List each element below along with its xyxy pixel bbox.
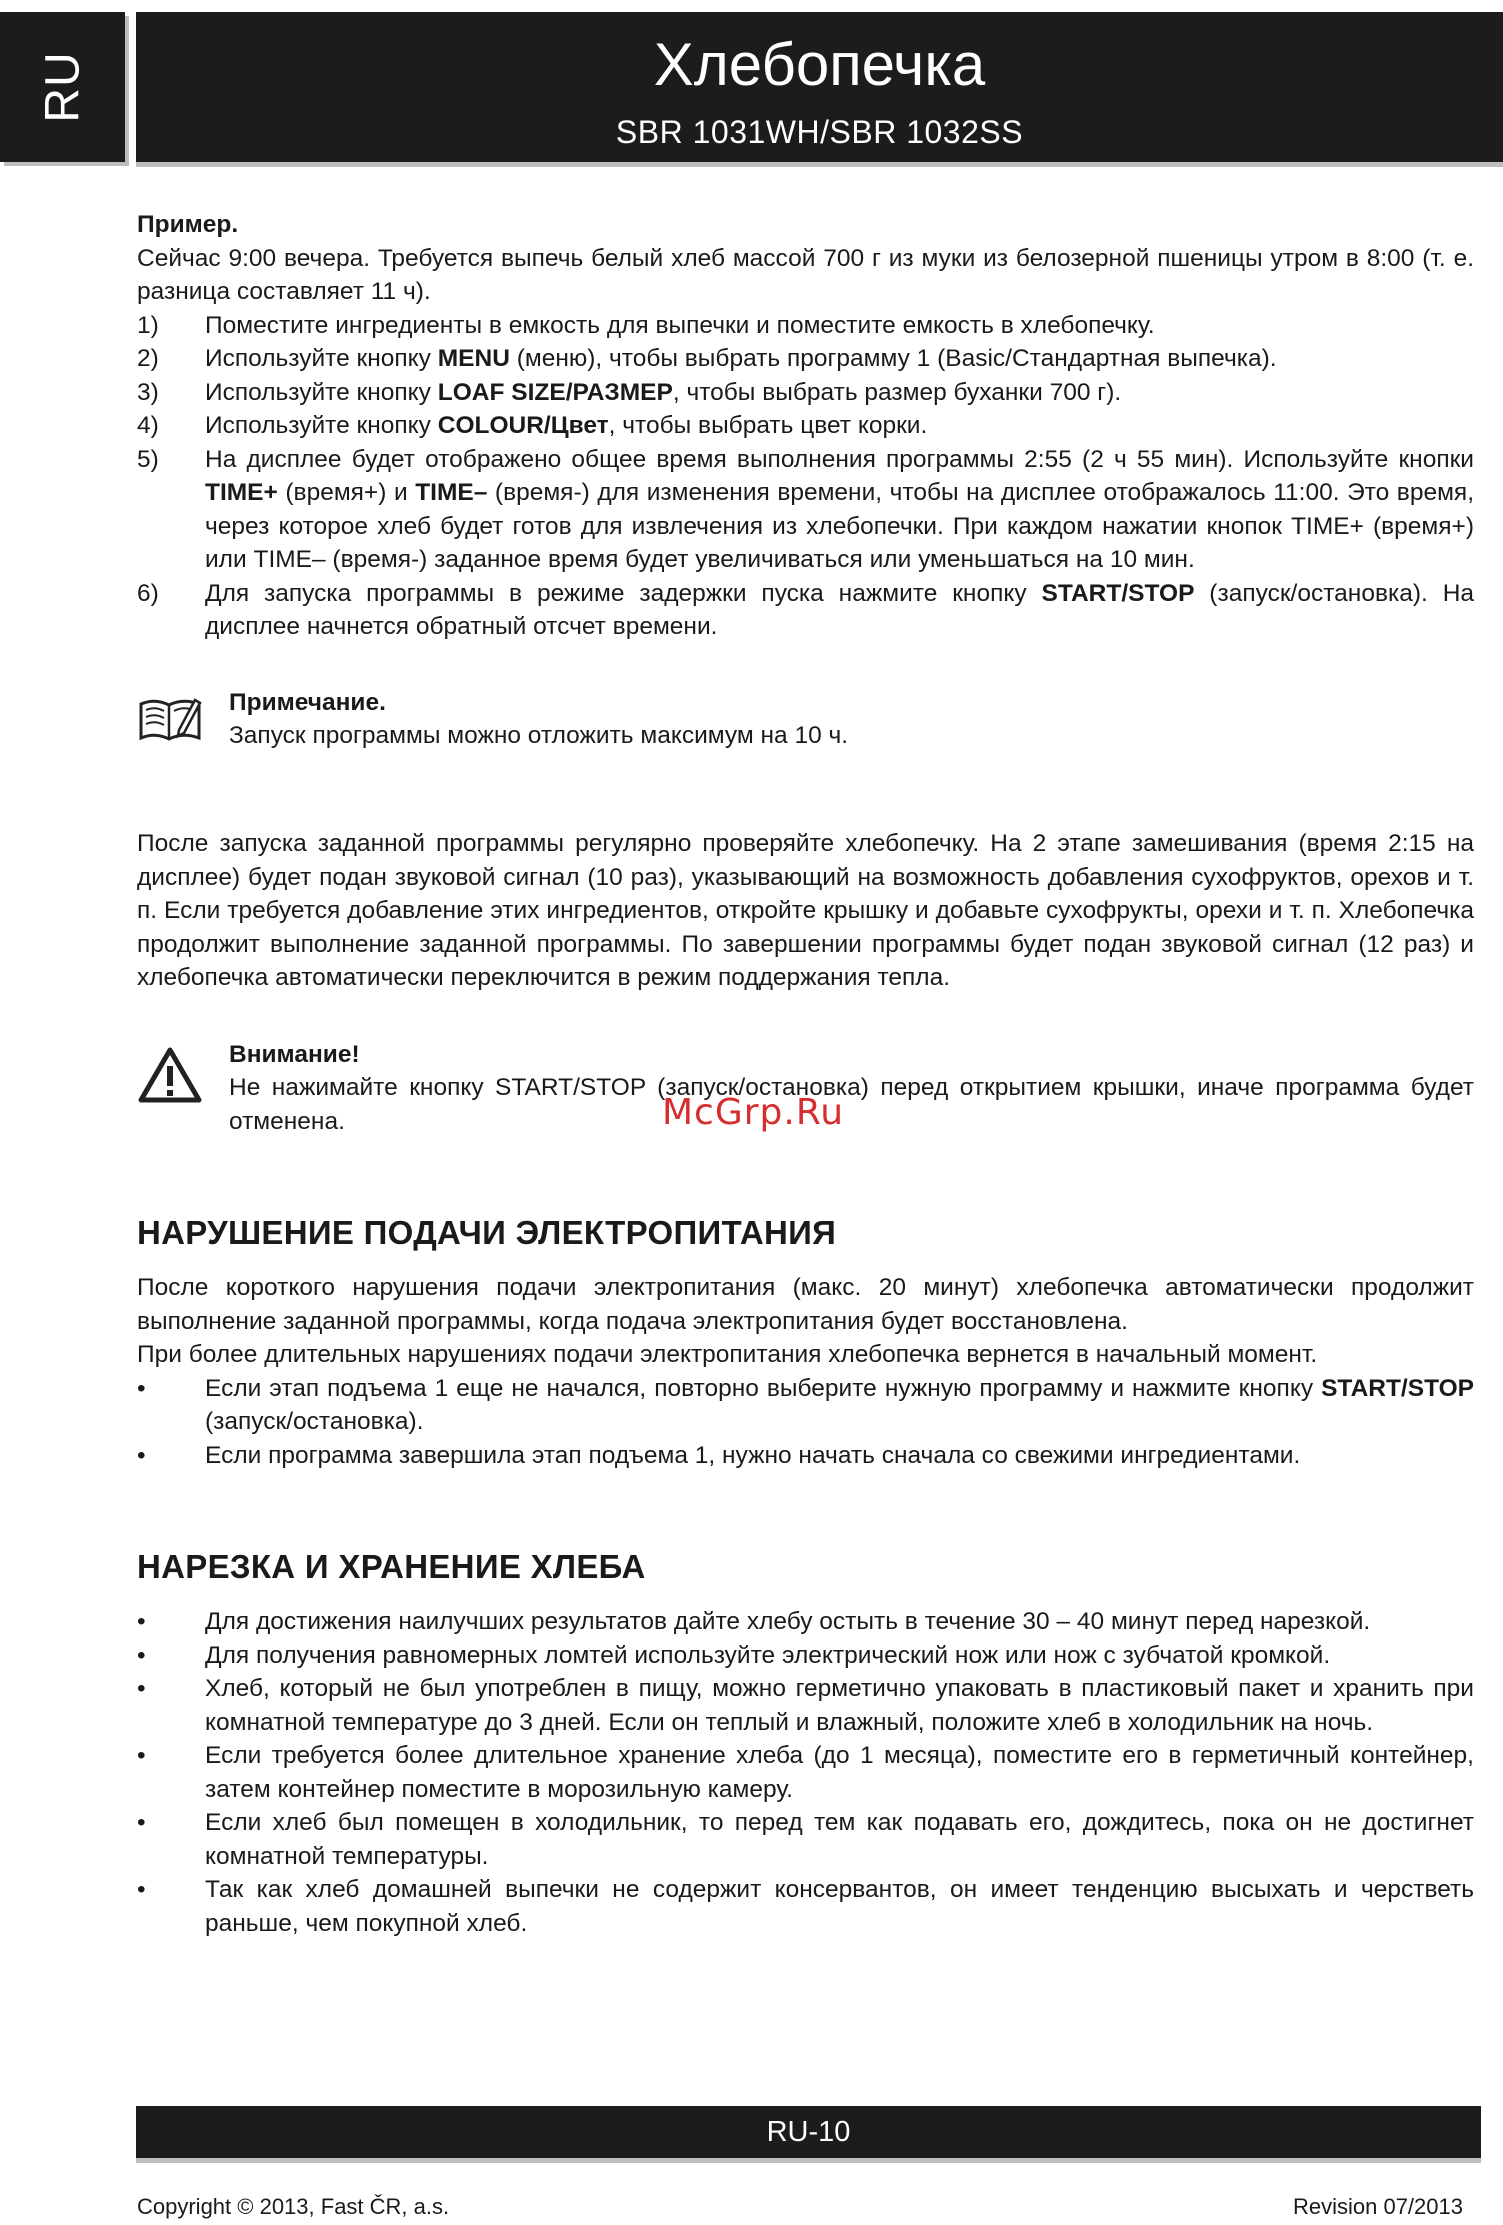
power-section-title: НАРУШЕНИЕ ПОДАЧИ ЭЛЕКТРОПИТАНИЯ — [137, 1214, 837, 1251]
step-item: 3) Используйте кнопку LOAF SIZE/РАЗМЕР, чтобы выбрать размер буханки 700 г). — [137, 378, 1122, 406]
note-text: Запуск программы можно отложить максимум на 10 ч. — [229, 722, 849, 749]
step-item: 5) На дисплее будет отображено общее время выполнения программы 2:55 (2 ч 55 мин). Используйте кнопки TIME+ (время+) и TIME– (время-) для изменения времени, чтобы на дисплее отображалось 11:00. Это время, через которое хлеб будет готов для извлечения из хлебопечки. При каждом нажатии кнопок TIME+ (время+) или TIME– (время-) заданное время будет увеличиваться или уменьшаться на 10 мин. — [137, 445, 1474, 573]
power-paragraph-2: При более длительных нарушениях подачи электропитания хлебопечка вернется в начальный момент. — [137, 1341, 1318, 1368]
list-item: • Так как хлеб домашней выпечки не содержит консервантов, он имеет тенденцию высыхать и черстветь раньше, чем покупной хлеб. — [137, 1876, 1474, 1937]
example-heading: Пример. — [137, 211, 239, 238]
revision: Revision 07/2013 — [1292, 2194, 1463, 2219]
list-item: • Если хлеб был помещен в холодильник, то перед тем как подавать его, дождитесь, пока он не достигнет комнатной температуры. — [137, 1809, 1474, 1870]
step-item: 1) Поместите ингредиенты в емкость для выпечки и поместите емкость в хлебопечку. — [137, 311, 1155, 339]
copyright: Copyright © 2013, Fast ČR, a.s. — [137, 2194, 450, 2219]
page-number-bar — [136, 2106, 1481, 2158]
example-intro: Сейчас 9:00 вечера. Требуется выпечь белый хлеб массой 700 г из муки из белозерной пшеницы утром в 8:00 (т. е. разница составляет 11 ч). — [137, 244, 1474, 305]
title-bar — [136, 12, 1503, 162]
watermark: McGrp.Ru — [662, 1092, 845, 1133]
storage-section-title: НАРЕЗКА И ХРАНЕНИЕ ХЛЕБА — [137, 1548, 646, 1585]
main-content — [137, 208, 1474, 1940]
language-tab — [0, 12, 125, 162]
language-label: RU — [36, 51, 89, 123]
page-number: RU-10 — [766, 2116, 851, 2148]
note-heading: Примечание. — [229, 688, 386, 716]
after-start-paragraph: После запуска заданной программы регулярно проверяйте хлебопечку. На 2 этапе замешивания (время 2:15 на дисплее) будет подан звуковой сигнал (10 раз), указывающий на возможность добавления сухофруктов, орехов и т. п. Если требуется добавление этих ингредиентов, откройте крышку и добавьте сухофрукты, орехи и т. п. Хлебопечка продолжит выполнение заданной программы. По завершении программы будет подан звуковой сигнал (12 раз) и хлебопечка автоматически переключится в режим поддержания тепла. — [137, 830, 1474, 991]
power-paragraph-1: После короткого нарушения подачи электропитания (макс. 20 минут) хлебопечка автоматически продолжит выполнение заданной программы, когда подача электропитания будет восстановлена. — [137, 1274, 1474, 1335]
list-item: • Если этап подъема 1 еще не начался, повторно выберите нужную программу и нажмите кнопку START/STOP (запуск/остановка). — [137, 1374, 1474, 1435]
warning-text: Не нажимайте кнопку START/STOP (запуск/остановка) перед открытием крышки, иначе программа будет отменена. — [229, 1074, 1474, 1135]
note-block — [137, 686, 1474, 754]
list-item: • Если программа завершила этап подъема 1, нужно начать сначала со свежими ингредиентами. — [137, 1441, 1301, 1469]
note-book-icon — [137, 686, 229, 754]
list-item: • Хлеб, который не был употреблен в пищу, можно герметично упаковать в пластиковый пакет и хранить при комнатной температуре до 3 дней. Если он теплый и влажный, положите хлеб в холодильник на ночь. — [137, 1675, 1474, 1736]
step-item: 6) Для запуска программы в режиме задержки пуска нажмите кнопку START/STOP (запуск/остановка). На дисплее начнется обратный отсчет времени. — [137, 579, 1475, 640]
list-item: • Для достижения наилучших результатов дайте хлебу остыть в течение 30 – 40 минут перед нарезкой. — [137, 1608, 1371, 1635]
step-item: 4) Используйте кнопку COLOUR/Цвет, чтобы выбрать цвет корки. — [137, 412, 928, 439]
list-item: • Если требуется более длительное хранение хлеба (до 1 месяца), поместите его в герметичный контейнер, затем контейнер поместите в морозильную камеру. — [137, 1742, 1474, 1803]
page-title: Хлебопечка — [653, 31, 986, 98]
warning-heading: Внимание! — [229, 1040, 360, 1068]
model-subtitle: SBR 1031WH/SBR 1032SS — [615, 114, 1024, 150]
step-item: 2) Используйте кнопку MENU (меню), чтобы выбрать программу 1 (Basic/Стандартная выпечка). — [137, 345, 1277, 372]
warning-icon — [137, 1038, 229, 1139]
list-item: • Для получения равномерных ломтей используйте электрический нож или нож с зубчатой кромкой. — [137, 1641, 1331, 1669]
